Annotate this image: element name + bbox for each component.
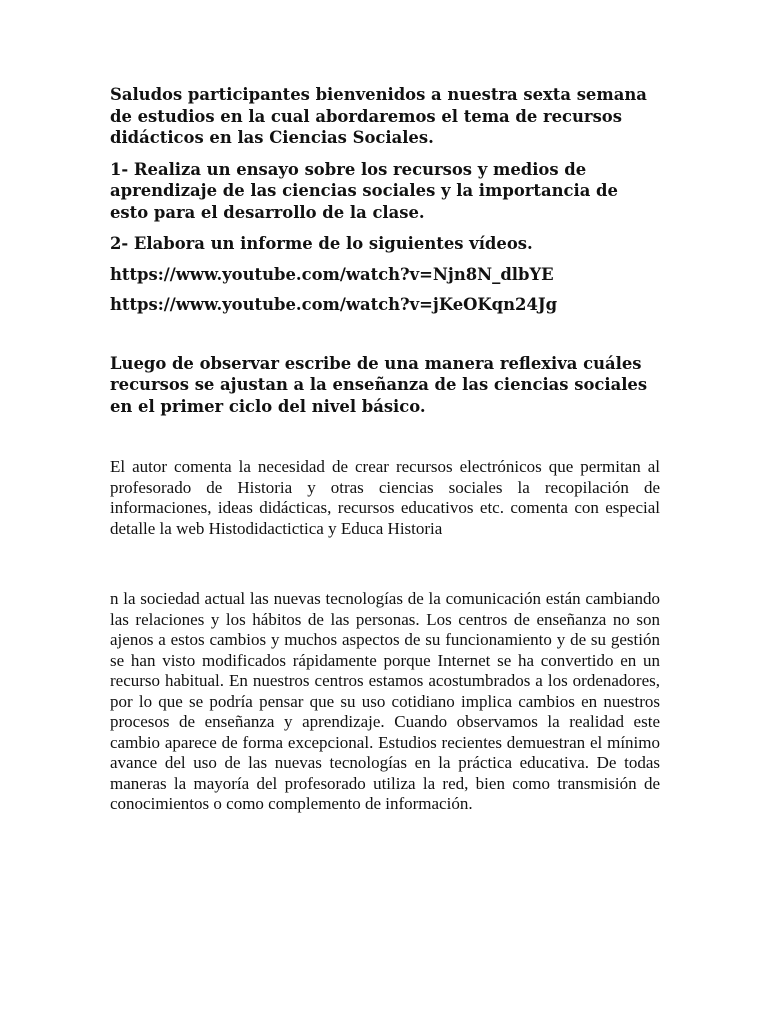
task-2: 2- Elabora un informe de lo siguientes vídeos.: [110, 234, 533, 253]
reflection-prompt: Luego de observar escribe de una manera reflexiva cuáles recursos se ajustan a la enseñanza de las ciencias sociales en el primer ciclo del nivel básico.: [110, 353, 648, 416]
task-1: 1- Realiza un ensayo sobre los recursos y medios de aprendizaje de las ciencias sociales y la importancia de esto para el desarrollo de la clase.: [110, 159, 618, 222]
body-paragraph-1: El autor comenta la necesidad de crear recursos electrónicos que permitan al profesorado de Historia y otras ciencias sociales la recopilación de informaciones, ideas didácticas, recursos educativos etc. comenta con especial detalle la web Histodidactictica y Educa Historia: [110, 457, 660, 538]
intro-paragraph: Saludos participantes bienvenidos a nuestra sexta semana de estudios en la cual abordaremos el tema de recursos didácticos en las Ciencias Sociales.: [110, 85, 647, 147]
video-link-1[interactable]: https://www.youtube.com/watch?v=Njn8N_dlbYE: [110, 264, 554, 284]
video-link-2[interactable]: https://www.youtube.com/watch?v=jKeOKqn24Jg: [110, 295, 558, 314]
body-paragraph-2: n la sociedad actual las nuevas tecnologías de la comunicación están cambiando las relaciones y los hábitos de las personas. Los centros de enseñanza no son ajenos a estos cambios y muchos aspectos de su funcionamiento y de su gestión se han visto modificados rápidamente porque Internet se ha convertido en un recurso habitual. En nuestros centros estamos acostumbrados a los ordenadores, por lo que se podría pensar que su uso cotidiano implica cambios en nuestros procesos de enseñanza y aprendizaje. Cuando observamos la realidad este cambio aparece de forma excepcional. Estudios recientes demuestran el mínimo avance del uso de las nuevas tecnologías en la práctica educativa. De todas maneras la mayoría del profesorado utiliza la red, bien como transmisión de conocimientos o como complemento de información.: [110, 589, 660, 813]
video-link-1-line: [110, 264, 660, 286]
video-link-2-line: [110, 294, 660, 316]
